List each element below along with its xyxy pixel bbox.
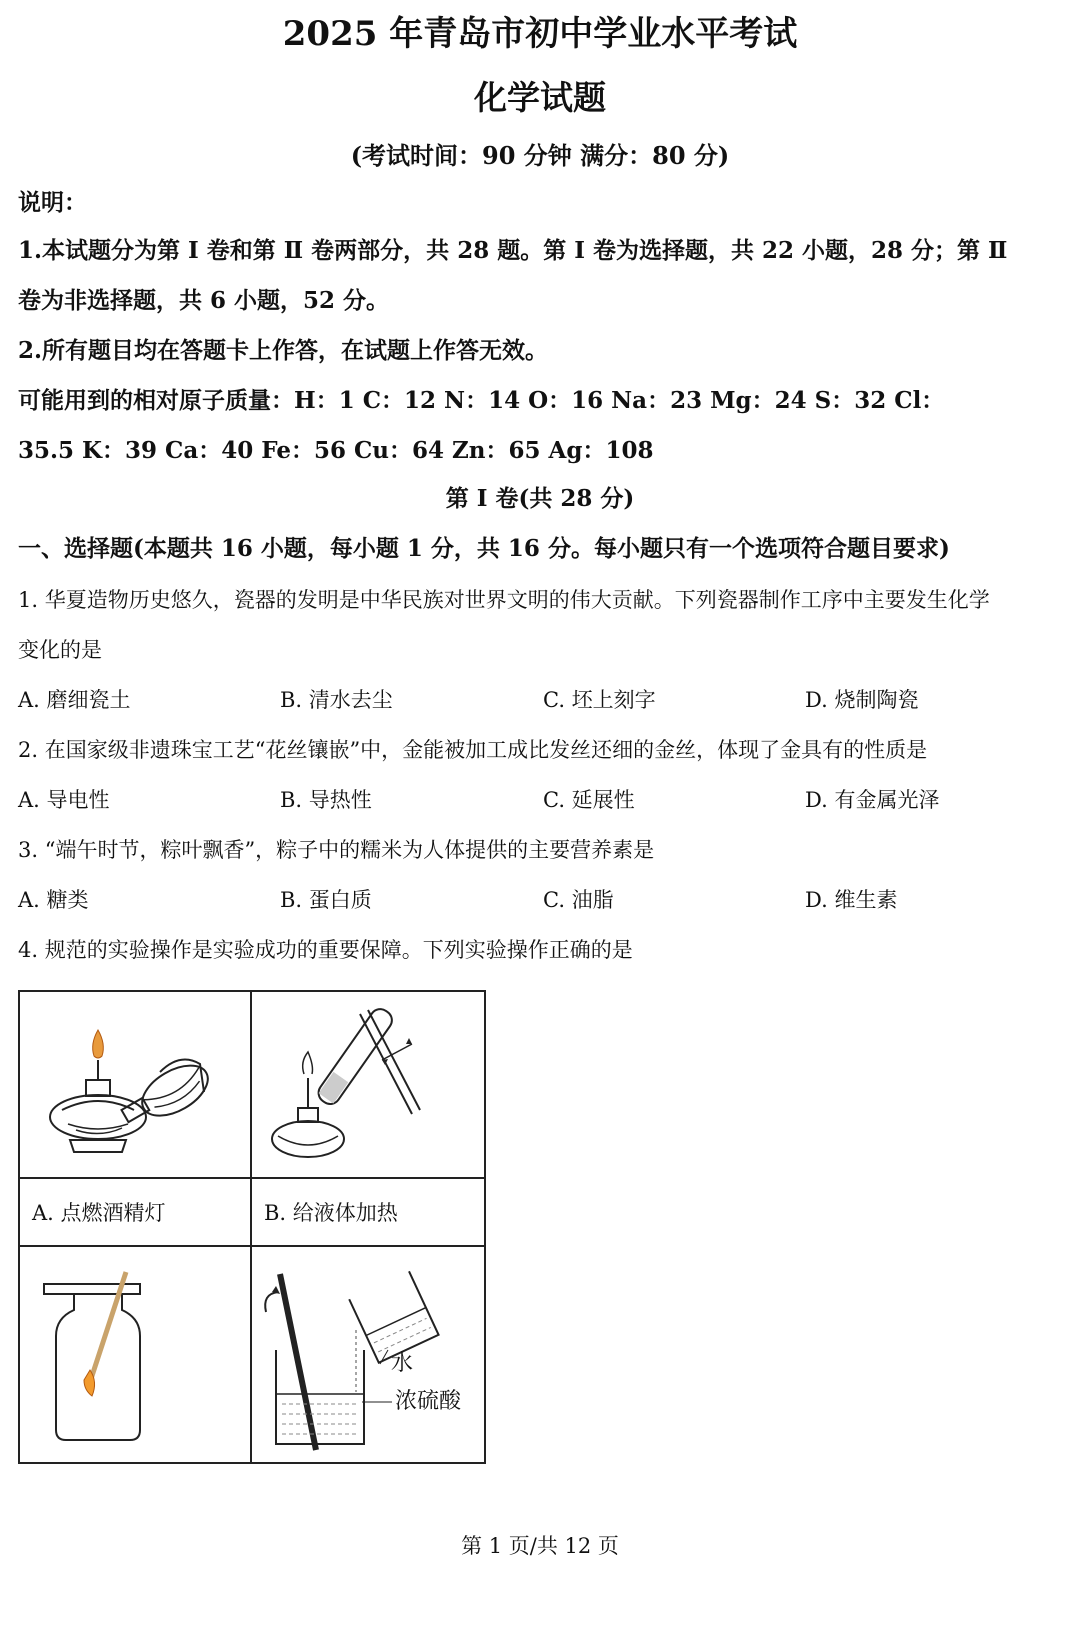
question-3-stem: 3. “端午时节，粽叶飘香”，粽子中的糯米为人体提供的主要营养素是 [18,838,655,862]
question-3-option-c: C. 油脂 [543,888,614,912]
question-4-stem: 4. 规范的实验操作是实验成功的重要保障。下列实验操作正确的是 [18,938,633,962]
instructions-heading: 说明： [18,189,87,216]
acid-label: 浓硫酸 [395,1389,462,1414]
instruction-line-1: 1.本试题分为第 Ⅰ 卷和第 Ⅱ 卷两部分，共 28 题。第 Ⅰ 卷为选择题，共 22 小题，28 分；第 Ⅱ [18,237,1008,264]
question-1-option-d: D. 烧制陶瓷 [805,688,919,712]
question-1-stem-cont: 变化的是 [18,638,102,662]
subject-title: 化学试题 [474,78,606,117]
question-2-stem: 2. 在国家级非遗珠宝工艺“花丝镶嵌”中，金能被加工成比发丝还细的金丝，体现了金具有的性质是 [18,738,928,762]
option-a-caption: A. 点燃酒精灯 [32,1201,166,1225]
question-2-option-c: C. 延展性 [543,788,635,812]
exam-title: 2025 年青岛市初中学业水平考试 [282,14,798,54]
lighting-alcohol-lamp-illustration [40,1012,230,1162]
question-4-figure-table [18,990,486,1464]
atomic-masses-line-2: 35.5 K：39 Ca：40 Fe：56 Cu：64 Zn：65 Ag：108 [18,437,654,464]
question-2-option-d: D. 有金属光泽 [805,788,940,812]
exam-meta: (考试时间：90 分钟 满分：80 分) [350,141,730,170]
instruction-line-2: 卷为非选择题，共 6 小题，52 分。 [18,287,390,314]
question-3-option-b: B. 蛋白质 [280,888,372,912]
table-divider [250,992,252,1462]
water-label: 水 [391,1351,414,1376]
question-1-option-c: C. 坯上刻字 [543,688,656,712]
question-1-option-a: A. 磨细瓷土 [18,688,131,712]
question-2-option-b: B. 导热性 [280,788,372,812]
section-heading: 一、选择题(本题共 16 小题，每小题 1 分，共 16 分。每小题只有一个选项符合题目要求) [18,535,950,562]
page-number: 第 1 页/共 12 页 [461,1534,619,1558]
instruction-line-3: 2.所有题目均在答题卡上作答，在试题上作答无效。 [18,337,549,364]
part1-title: 第 Ⅰ 卷(共 28 分) [445,485,635,512]
option-b-caption: B. 给液体加热 [264,1201,398,1225]
question-3-option-a: A. 糖类 [18,888,89,912]
dilute-acid-illustration [258,1254,484,1460]
question-3-option-d: D. 维生素 [805,888,898,912]
gas-bottle-match-illustration [34,1262,234,1452]
heating-liquid-illustration [264,1004,474,1169]
table-divider [20,1177,484,1179]
question-1-option-b: B. 清水去尘 [280,688,393,712]
table-divider [20,1245,484,1247]
question-2-option-a: A. 导电性 [18,788,110,812]
atomic-masses-line-1: 可能用到的相对原子质量：H：1 C：12 N：14 O：16 Na：23 Mg：24 S：32 Cl： [18,387,945,414]
question-1-stem: 1. 华夏造物历史悠久，瓷器的发明是中华民族对世界文明的伟大贡献。下列瓷器制作工序中主要发生化学 [18,588,990,612]
